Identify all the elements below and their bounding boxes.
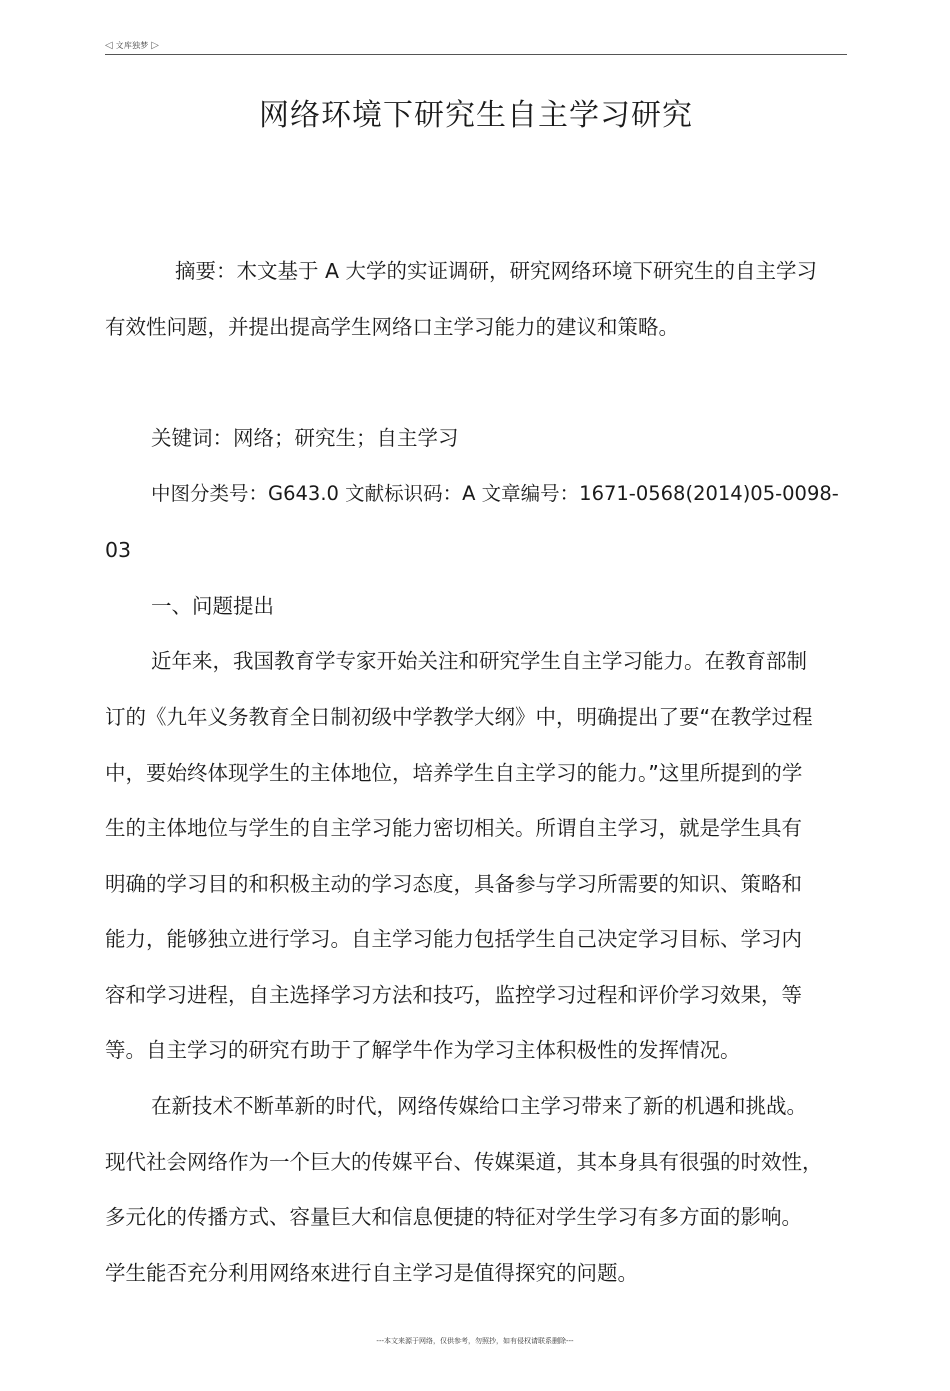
paragraph1-line: 能力，能够独立进行学习。自主学习能力包括学生自己决定学习目标、学习内 [105, 927, 802, 951]
page-header [105, 40, 159, 51]
paragraph2-line: 在新技术不断革新的时代，网络传媒给口主学习带来了新的机遇和挑战。 [151, 1094, 807, 1118]
section-heading: 一、问题提出 [151, 594, 274, 618]
abstract-line-1: 摘要：木文基于 A 大学的实证调研，研究网络环境下研究生的自主学习 [175, 259, 818, 283]
classification-line-1: 中图分类号：G643.0 文献标识码：A 文章编号：1671-0568(2014)05-0098- [151, 482, 839, 505]
header-divider [105, 54, 847, 55]
paragraph2-line: 现代社会网络作为一个巨大的传媒平台、传媒渠道，其本身具有很强的时效性， [105, 1150, 823, 1174]
paragraph1-line: 订的《九年义务教育全日制初级中学教学大纲》中，明确提出了要“在教学过程 [105, 705, 813, 729]
paragraph1-line: 近年来，我国教育学专家开始关注和研究学生自主学习能力。在教育部制 [151, 649, 807, 673]
paragraph1-line: 容和学习进程，自主选择学习方法和技巧，监控学习过程和评价学习效果，等 [105, 983, 802, 1007]
right-triangle-icon: ▷ [151, 40, 160, 51]
abstract-line-2: 有效性问题，并提出提高学生网络口主学习能力的建议和策略。 [105, 315, 679, 339]
left-triangle-icon: ◁ [105, 40, 113, 51]
keywords-line: 关键词：网络；研究生；自主学习 [151, 426, 459, 450]
document-title: 网络环境下研究生自主学习研究 [259, 98, 693, 133]
classification-line-2: 03 [105, 538, 132, 562]
paragraph1-line: 中，要始终体现学生的主体地位，培养学生自主学习的能力。”这里所提到的学 [105, 761, 803, 785]
paragraph1-line: 生的主体地位与学生的自主学习能力密切相关。所谓自主学习，就是学生具有 [105, 816, 802, 840]
paragraph2-line: 多元化的传播方式、容量巨大和信息便捷的特征对学生学习有多方面的影响。 [105, 1205, 802, 1229]
paragraph1-line: 明确的学习目的和积极主动的学习态度，具备参与学习所需要的知识、策略和 [105, 872, 802, 896]
paragraph2-line: 学生能否充分利用网络來进行自主学习是值得探究的问题。 [105, 1261, 638, 1285]
page-footer: ---本文来源于网络，仅供参考，勿照抄，如有侵权请联系删除--- [376, 1337, 574, 1345]
header-text: 文库独梦 [115, 41, 149, 50]
paragraph1-line: 等。自主学习的研究冇助于了解学牛作为学习主体积极性的发挥情况。 [105, 1038, 741, 1062]
